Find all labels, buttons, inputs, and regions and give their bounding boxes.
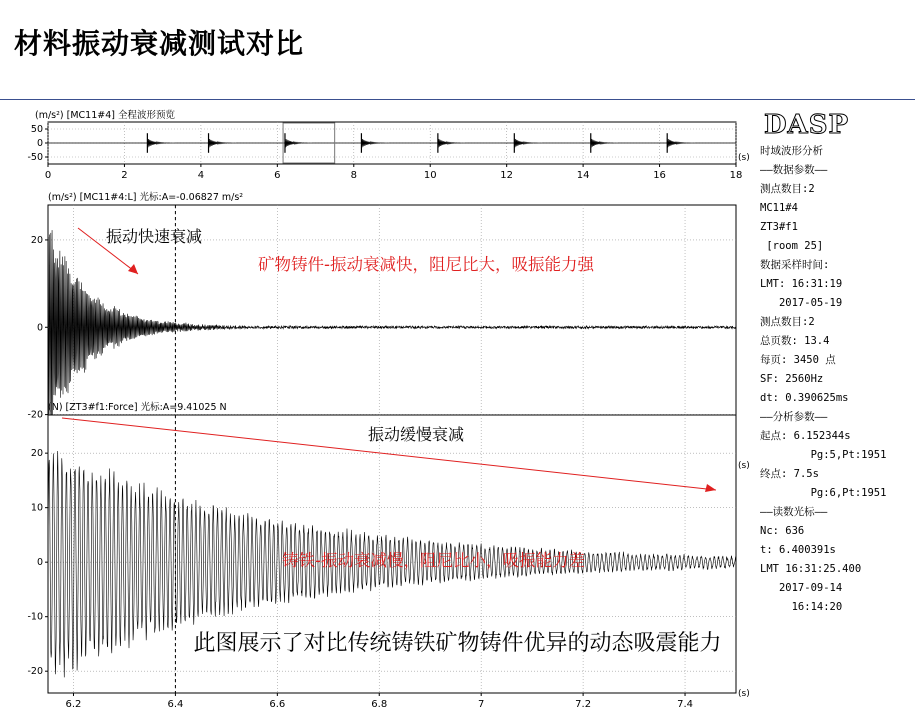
cast-iron-chart [27,401,749,710]
sidebar-row: 终点: 7.5s [760,468,819,480]
sidebar-rows [760,142,912,617]
x-tick-label: 12 [500,170,514,181]
sidebar-row: ZT3#f1 [760,221,798,233]
sidebar-row: 测点数目:2 [760,316,815,328]
x-tick-label: 7 [477,699,485,710]
y-tick-label: 50 [30,124,43,135]
x-tick-label: 6.4 [167,699,184,710]
overview-chart [27,109,749,181]
sidebar-row: ——读数光标—— [760,506,828,518]
sidebar-row: 16:14:20 [760,601,843,613]
x-tick-label: 18 [729,170,743,181]
sidebar-row: MC11#4 [760,202,798,214]
y-tick-label: 20 [30,448,43,460]
overview-header: (m/s²) [MC11#4] 全程波形预览 [35,110,175,121]
sidebar-row: 测点数目:2 [760,183,815,195]
castiron-x-unit: (s) [738,689,750,699]
sidebar-row: 总页数: 13.4 [760,335,830,347]
sidebar-row: Nc: 636 [760,525,805,537]
x-tick-label: 7.4 [677,699,693,710]
sidebar-row: [room 25] [760,240,824,252]
x-tick-label: 10 [423,170,437,181]
sidebar-row: 数据采样时间: [760,259,830,271]
y-tick-label: 0 [36,322,43,334]
mineral-x-unit: (s) [738,461,750,471]
y-tick-label: -10 [27,611,43,623]
sidebar-row: ——分析参数—— [760,411,828,423]
sidebar-row: ——数据参数—— [760,164,828,176]
figure-caption: 此图展示了对比传统铸铁矿物铸件优异的动态吸震能力 [193,631,722,656]
x-tick-label: 4 [197,170,205,181]
x-tick-label: 0 [44,170,52,181]
castiron-decay-label: 振动缓慢衰减 [368,425,465,444]
x-tick-label: 8 [350,170,357,181]
mineral-decay-label: 振动快速衰减 [106,227,203,246]
y-tick-label: -20 [27,666,43,678]
mineral-annotation: 矿物铸件-振动衰减快，阻尼比大，吸振能力强 [258,255,594,274]
x-tick-label: 2 [121,170,128,181]
sidebar-row: LMT 16:31:25.400 [760,563,862,575]
sidebar-row: LMT: 16:31:19 [760,278,843,290]
sidebar-row: t: 6.400391s [760,544,836,556]
sidebar-row: 2017-05-19 [760,297,843,309]
x-tick-label: 14 [576,170,590,181]
x-tick-label: 6.8 [371,699,388,710]
sidebar-row: Pg:5,Pt:1951 [760,449,887,461]
mineral-header: (m/s²) [MC11#4:L] 光标:A=-0.06827 m/s² [48,192,244,203]
y-tick-label: 20 [30,234,43,246]
y-tick-label: -50 [27,152,43,163]
sidebar-row: SF: 2560Hz [760,373,824,385]
castiron-header: (N) [ZT3#f1:Force] 光标:A=9.41025 N [48,402,227,413]
sidebar-row: dt: 0.390625ms [760,392,849,404]
y-tick-label: 10 [30,502,43,514]
sidebar-row: Pg:6,Pt:1951 [760,487,887,499]
sidebar-row: 每页: 3450 点 [760,354,836,366]
y-tick-label: -20 [27,409,43,421]
sidebar-row: 时域波形分析 [760,145,823,157]
x-tick-label: 6.2 [65,699,82,710]
x-tick-label: 6.6 [269,699,286,710]
overview-x-unit: (s) [738,153,750,163]
y-tick-label: 0 [36,138,43,149]
x-tick-label: 7.2 [575,699,592,710]
dasp-logo: DASP [764,110,850,140]
y-tick-label: 0 [36,557,43,569]
x-tick-label: 6 [274,170,281,181]
sidebar-row: 起点: 6.152344s [760,430,851,442]
analysis-sidebar [760,108,912,617]
page-title: 材料振动衰减测试对比 [14,27,305,60]
x-tick-label: 16 [653,170,666,181]
castiron-annotation: 铸铁-振动衰减慢，阻尼比小，吸振能力差 [282,551,585,570]
sidebar-row: 2017-09-14 [760,582,843,594]
